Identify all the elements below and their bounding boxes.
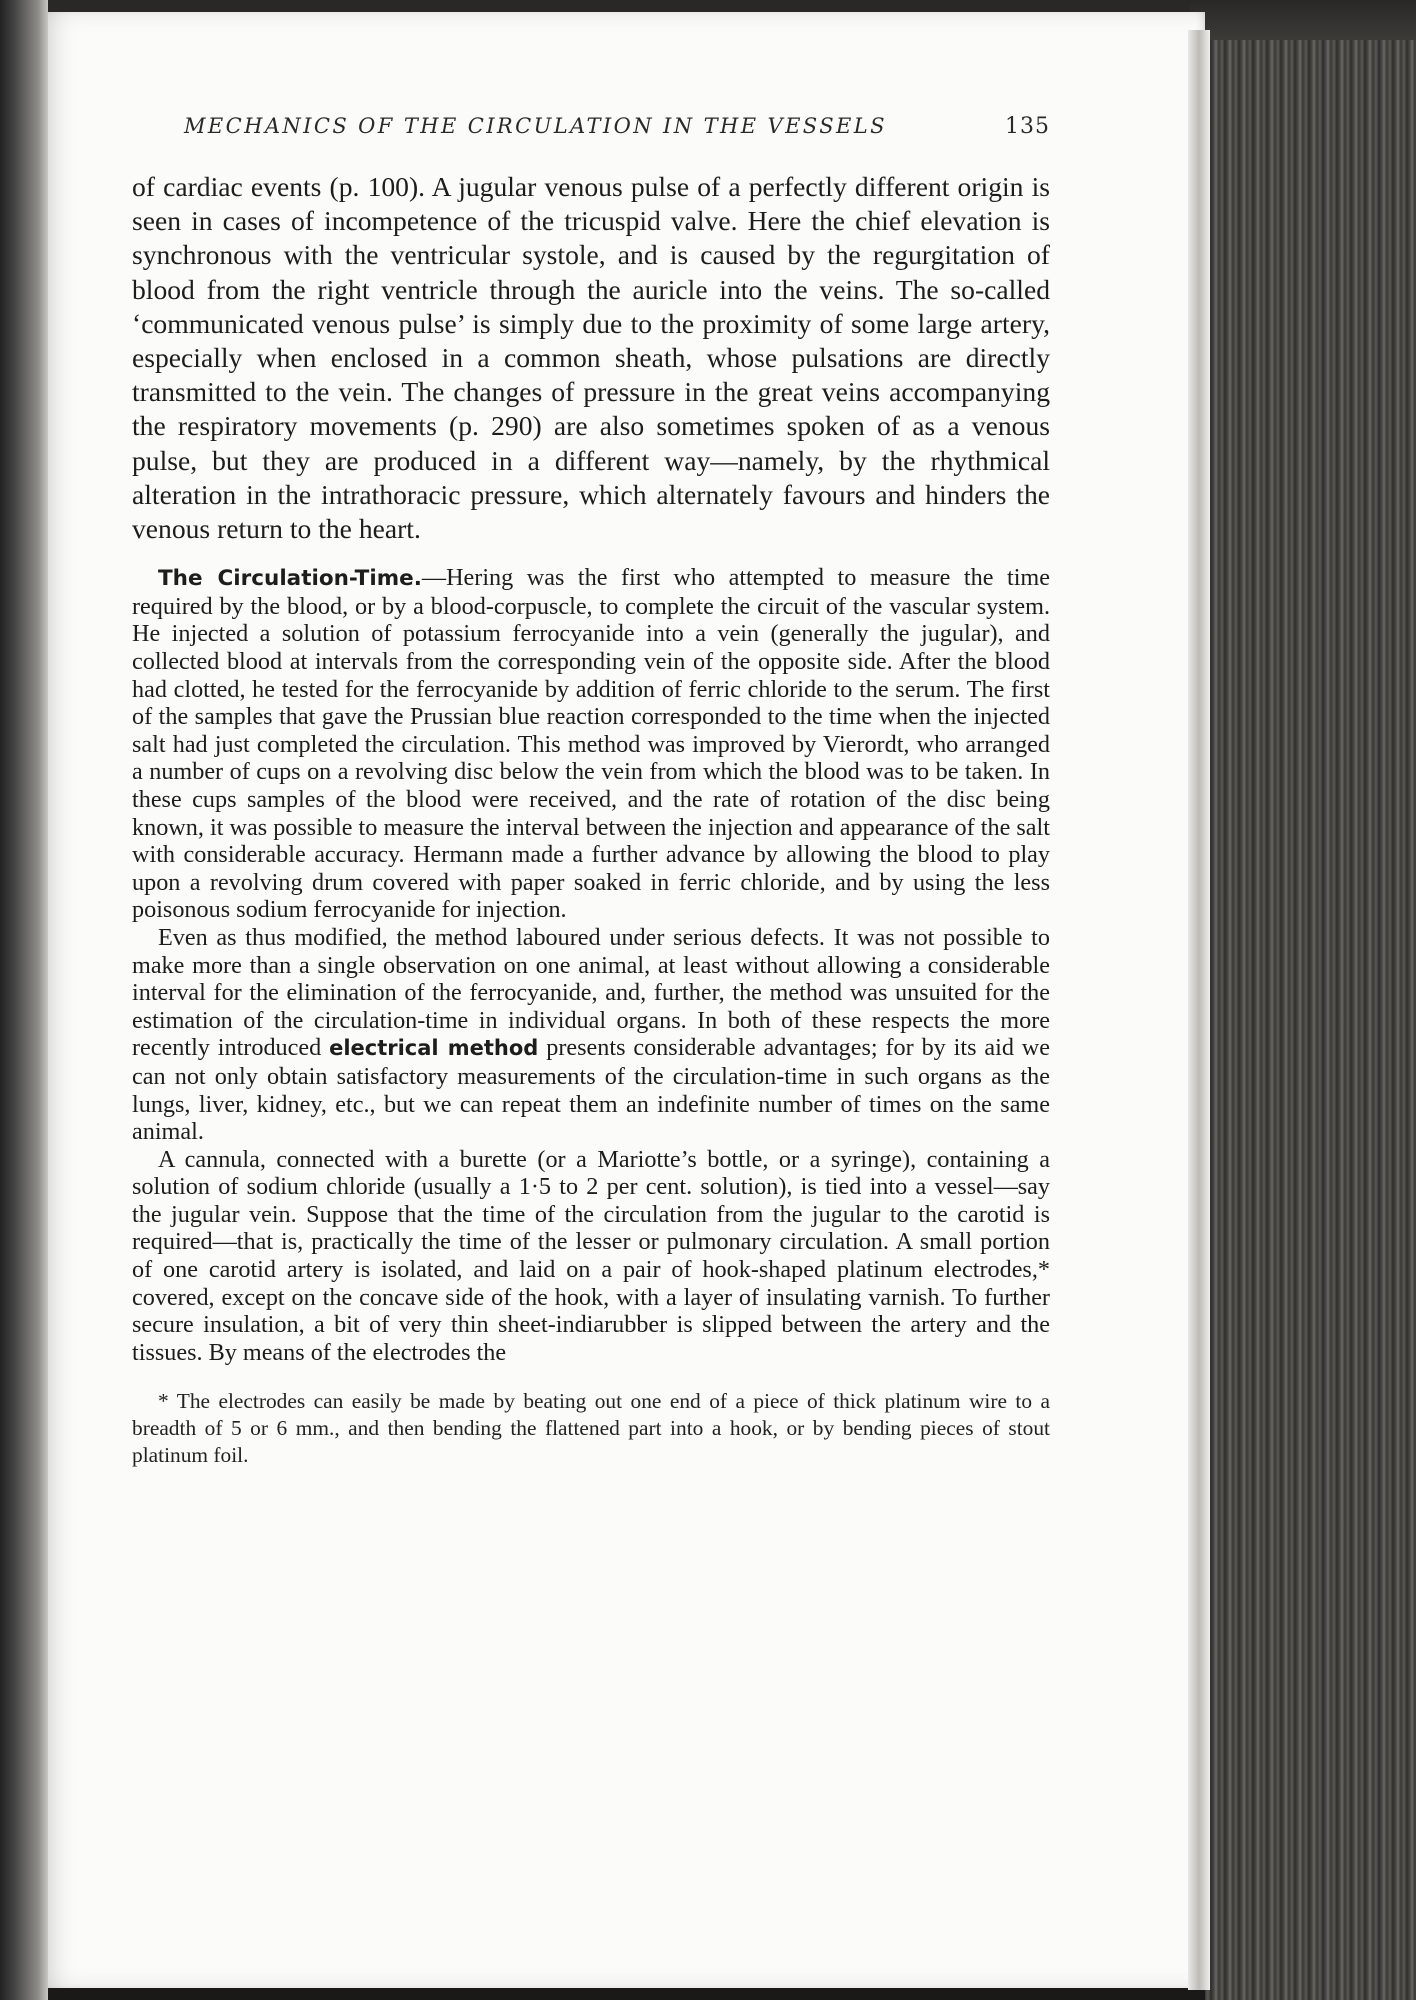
paragraph-modified-text-after: presents considerable advantages; for by its aid we can not only obtain satisfactory measurements of the circulation-time in such organs as the lungs, liver, kidney, etc., but we can repeat them an indefinite number of times on the same animal. [132,1034,1050,1146]
paragraph-cannula: A cannula, connected with a burette (or a Mariotte’s bottle, or a syringe), containing a solution of sodium chloride (usually a 1·5 to 2 per cent. solution), is tied into a vessel—say the jugular vein. Suppose that the time of the circulation from the jugular to the carotid is required—that is, practically the time of the lesser or pulmonary circulation. A small portion of one carotid artery is isolated, and laid on a pair of hook-shaped platinum electrodes,* covered, except on the concave side of the hook, with a layer of insulating varnish. To further secure insulation, a bit of very thin sheet-indiarubber is slipped between the artery and the tissues. By means of the electrodes the [132,1145,1050,1366]
paragraph-modified-text-before: Even as thus modified, the method laboured under serious defects. It was not possible to make more than a single observation on one animal, at least without allowing a considerable interval for the elimination of the ferrocyanide, and, further, the method was unsuited for the estimation of the circulation-time in individual organs. In both of these respects the more recently introduced [132,923,1050,1062]
paragraph-modified-method [132,924,1050,1146]
page-body [132,170,1050,1469]
page-number: 135 [1005,114,1050,139]
paragraph-hering-text: —Hering was the first who attempted to measure the time required by the blood, or by a blood-corpuscle, to complete the circuit of the vascular system. He injected a solution of potassium ferrocyanide into a vein (generally the jugular), and collected blood at intervals from the corresponding vein of the opposite side. After the blood had clotted, he tested for the ferrocyanide by addition of ferric chloride to the serum. The first of the samples that gave the Prussian blue reaction corresponded to the time when the injected salt had just completed the circulation. This method was improved by Vierordt, who arranged a number of cups on a revolving disc below the vein from which the blood was to be taken. In these cups samples of the blood were received, and the rate of rotation of the disc being known, it was possible to measure the interval between the injection and appearance of the salt with considerable accuracy. Hermann made a further advance by allowing the blood to play upon a revolving drum covered with paper soaked in ferric chloride, and by using the less poisonous sodium ferrocyanide for injection. [132,564,1050,924]
running-head-title: MECHANICS OF THE CIRCULATION IN THE VESSELS [184,114,887,138]
spine-shadow [0,0,48,2000]
footnote: * The electrodes can easily be made by beating out one end of a piece of thick platinum wire to a breadth of 5 or 6 mm., and then bending the flattened part into a hook, or by bending pieces of stout platinum foil. [132,1389,1050,1468]
section-heading: The Circulation-Time. [158,566,422,592]
electrical-method-term: electrical method [329,1036,539,1061]
paragraph-venous-pulse: of cardiac events (p. 100). A jugular venous pulse of a perfectly different origin is seen in cases of incompetence of the tricuspid valve. Here the chief elevation is synchronous with the ventricular systole, and is caused by the regurgitation of blood from the right ventricle through the auricle into the veins. The so-called ‘communicated venous pulse’ is simply due to the proximity of some large artery, especially when enclosed in a common sheath, whose pulsations are directly transmitted to the vein. The changes of pressure in the great veins accompanying the respiratory movements (p. 290) are also sometimes spoken of as a venous pulse, but they are produced in a different way—namely, by the rhythmical alteration in the intrathoracic pressure, which alternately favours and hinders the venous return to the heart. [132,171,1050,545]
running-head [184,114,1050,139]
page-curl [1188,30,1210,1990]
book-page-edges [1205,40,1416,2000]
paragraph-circulation-time [132,564,1050,924]
